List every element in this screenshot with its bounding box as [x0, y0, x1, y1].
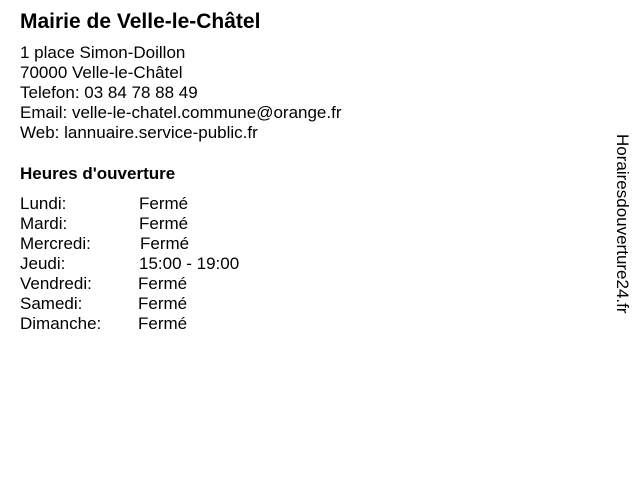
page-title: Mairie de Velle-le-Châtel: [20, 10, 261, 33]
website: Web: lannuaire.service-public.fr: [20, 123, 258, 142]
day-label: Samedi:: [20, 294, 83, 313]
watermark-text: Horairesdouverture24.fr: [613, 134, 632, 314]
day-hours: 15:00 - 19:00: [139, 254, 240, 273]
address-block: [20, 43, 342, 143]
phone-number: Telefon: 03 84 78 88 49: [20, 83, 198, 102]
day-label: Vendredi:: [20, 274, 92, 293]
city-address: 70000 Velle-le-Châtel: [20, 63, 183, 82]
day-hours: Fermé: [139, 194, 189, 213]
day-hours: Fermé: [138, 294, 188, 313]
day-hours: Fermé: [138, 274, 188, 293]
day-label: Dimanche:: [20, 314, 102, 333]
day-label: Jeudi:: [20, 254, 66, 273]
day-hours: Fermé: [139, 214, 189, 233]
street-address: 1 place Simon-Doillon: [20, 43, 186, 62]
hours-heading: Heures d'ouverture: [20, 164, 176, 183]
day-hours: Fermé: [140, 234, 190, 253]
day-hours: Fermé: [138, 314, 188, 333]
day-label: Mardi:: [20, 214, 68, 233]
day-label: Mercredi:: [20, 234, 91, 253]
email-address: Email: velle-le-chatel.commune@orange.fr: [20, 103, 342, 122]
watermark: [612, 134, 634, 344]
day-label: Lundi:: [20, 194, 67, 213]
